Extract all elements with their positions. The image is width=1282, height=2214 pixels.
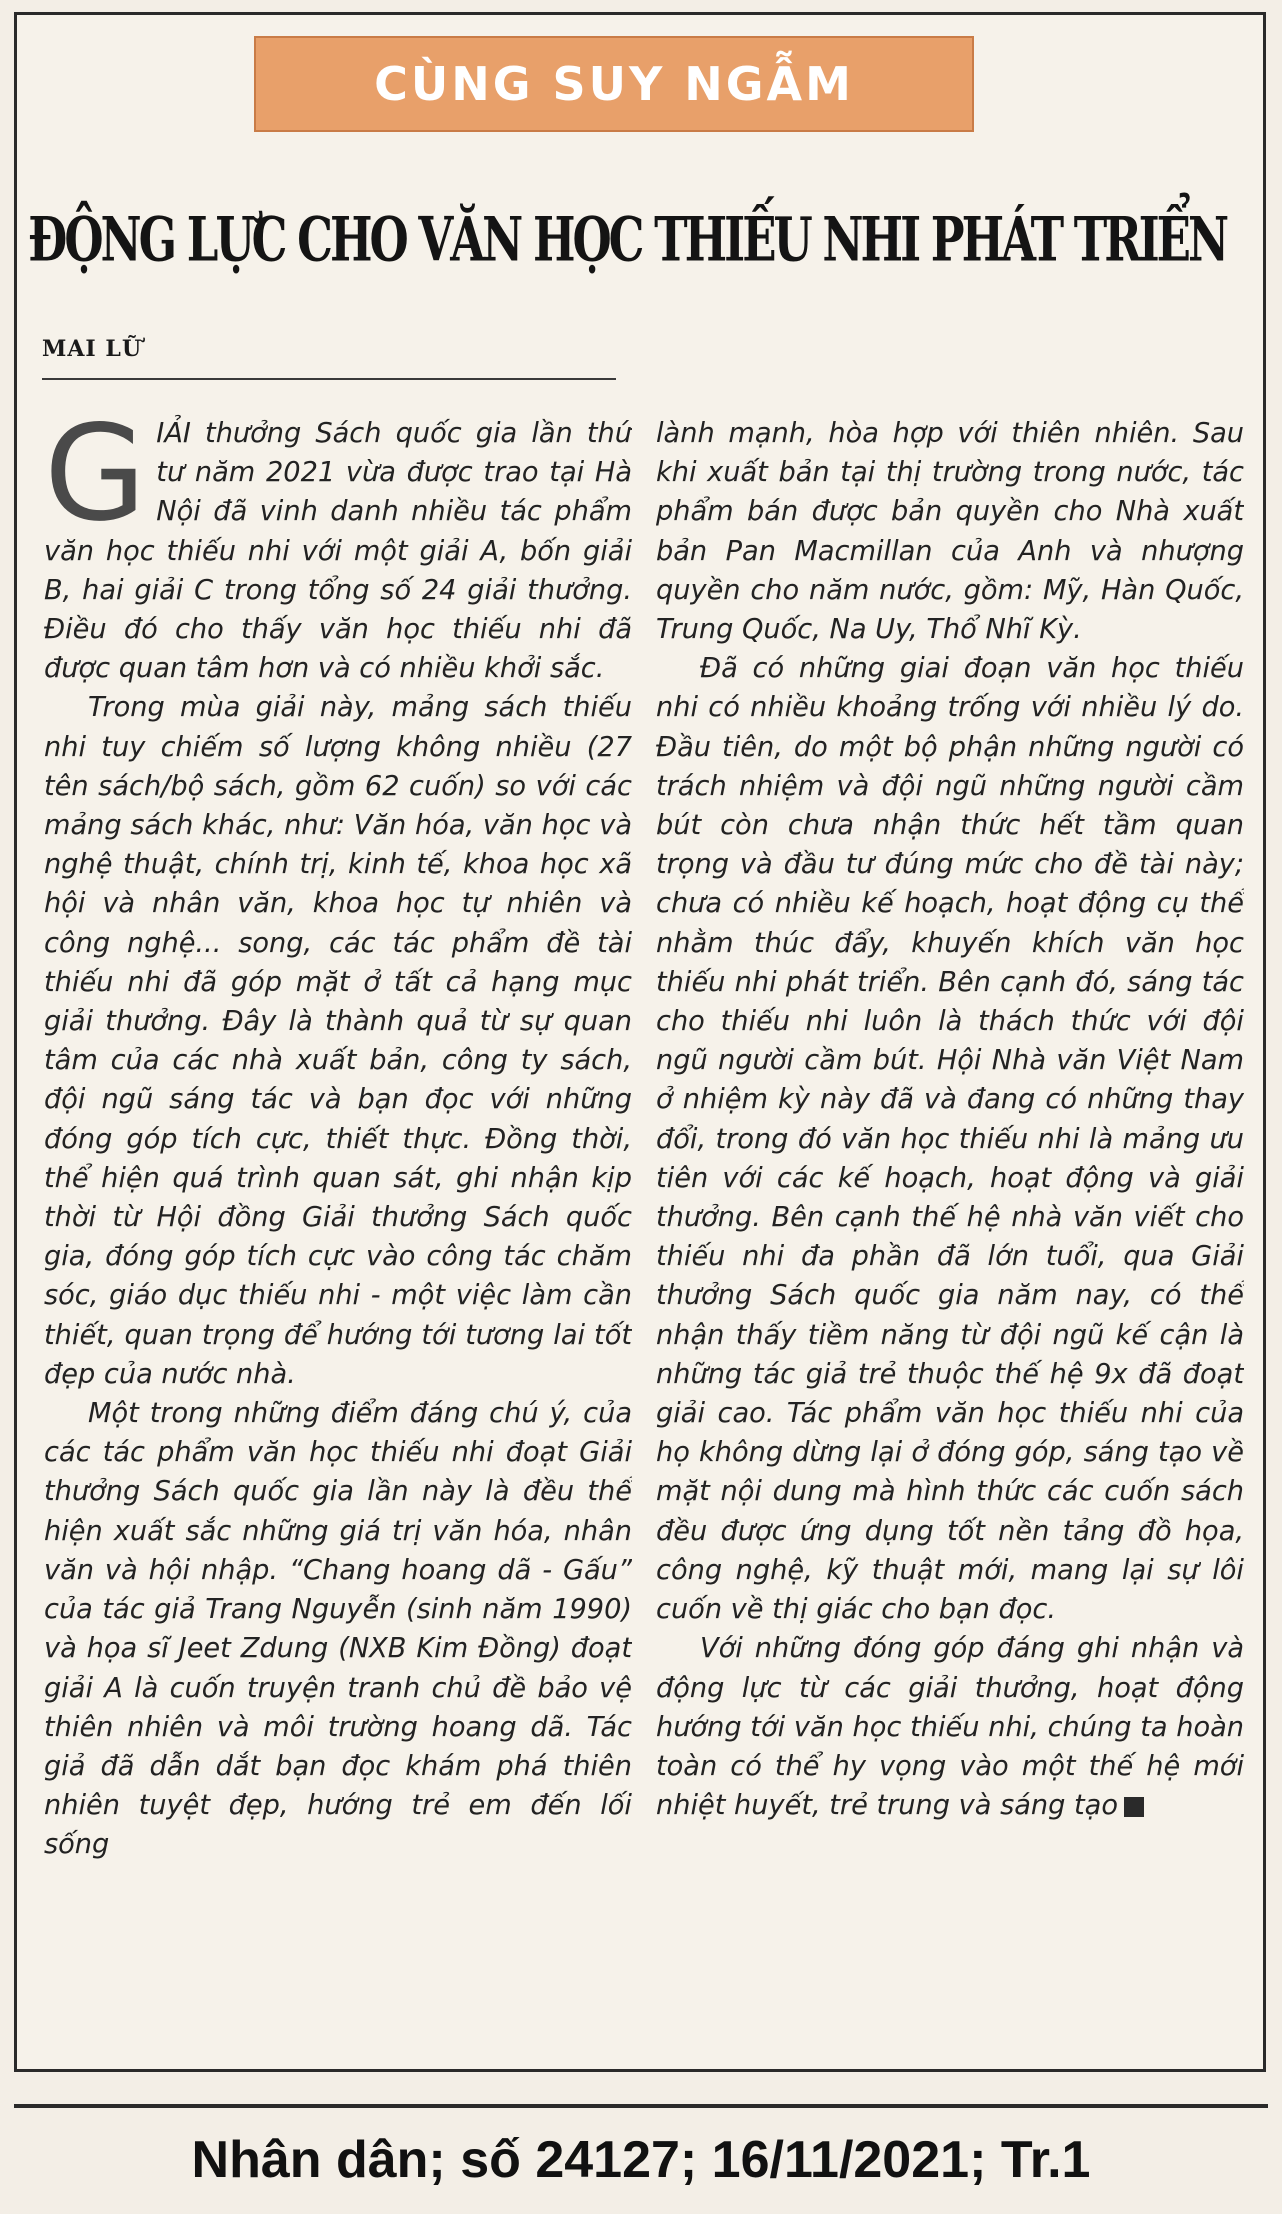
article-byline: MAI LỮ <box>42 336 143 362</box>
article-paragraph: Trong mùa giải này, mảng sách thiếu nhi tuy chiếm số lượng không nhiều (27 tên sách/bộ sách, gồm 62 cuốn) so với các mảng sách khác, như: Văn hóa, văn học và nghệ thuật, chính trị, kinh tế, khoa học xã hội và nhân văn, khoa học tự nhiên và công nghệ... song, các tác phẩm đề tài thiếu nhi đã góp mặt ở tất cả hạng mục giải thưởng. Đây là thành quả từ sự quan tâm của các nhà xuất bản, công ty sách, đội ngũ sáng tác và bạn đọc với những đóng góp tích cực, thiết thực. Đồng thời, thể hiện quá trình quan sát, ghi nhận kịp thời từ Hội đồng Giải thưởng Sách quốc gia, đóng góp tích cực vào công tác chăm sóc, giáo dục thiếu nhi - một việc làm cần thiết, quan trọng để hướng tới tương lai tốt đẹp của nước nhà. <box>44 692 632 1390</box>
article-headline: ĐỘNG LỰC CHO VĂN HỌC THIẾU NHI PHÁT TRIỂN <box>28 203 1227 276</box>
end-of-article-mark <box>1124 1797 1144 1817</box>
article-paragraph <box>44 414 632 688</box>
section-kicker-label: CÙNG SUY NGẪM <box>374 57 854 111</box>
article-paragraph: Đã có những giai đoạn văn học thiếu nhi có nhiều khoảng trống với nhiều lý do. Đầu tiên, do một bộ phận những người có trách nhiệm và đội ngũ những người cầm bút còn chưa nhận thức hết tầm quan trọng và đầu tư đúng mức cho đề tài này; chưa có nhiều kế hoạch, hoạt động cụ thể nhằm thúc đẩy, khuyến khích văn học thiếu nhi phát triển. Bên cạnh đó, sáng tác cho thiếu nhi luôn là thách thức với đội ngũ người cầm bút. Hội Nhà văn Việt Nam ở nhiệm kỳ này đã và đang có những thay đổi, trong đó văn học thiếu nhi là mảng ưu tiên với các kế hoạch, hoạt động và giải thưởng. Bên cạnh thế hệ nhà văn viết cho thiếu nhi đa phần đã lớn tuổi, qua Giải thưởng Sách quốc gia năm nay, có thể nhận thấy tiềm năng từ đội ngũ kế cận là những tác giả trẻ thuộc thế hệ 9x đã đoạt giải cao. Tác phẩm văn học thiếu nhi của họ không dừng lại ở đóng góp, sáng tạo về mặt nội dung mà hình thức các cuốn sách đều được ứng dụng tốt nền tảng đồ họa, công nghệ, kỹ thuật mới, mang lại sự lôi cuốn về thị giác cho bạn đọc. <box>656 653 1244 1626</box>
article-paragraph <box>656 1629 1244 1825</box>
paragraph-text: IẢI thưởng Sách quốc gia lần thứ tư năm 2021 vừa được trao tại Hà Nội đã vinh danh nhiều tác phẩm văn học thiếu nhi với một giải A, bốn giải B, hai giải C trong tổng số 24 giải thưởng. Điều đó cho thấy văn học thiếu nhi đã được quan tâm hơn và có nhiều khởi sắc. <box>44 418 632 685</box>
article-column-right <box>656 414 1244 2038</box>
drop-cap: G <box>44 414 147 551</box>
source-citation: Nhân dân; số 24127; 16/11/2021; Tr.1 <box>191 2131 1091 2189</box>
article-paragraph: Một trong những điểm đáng chú ý, của các tác phẩm văn học thiếu nhi đoạt Giải thưởng Sách quốc gia lần này là đều thể hiện xuất sắc những giá trị văn hóa, nhân văn và hội nhập. “Chang hoang dã - Gấu” của tác giả Trang Nguyễn (sinh năm 1990) và họa sĩ Jeet Zdung (NXB Kim Đồng) đoạt giải A là cuốn truyện tranh chủ đề bảo vệ thiên nhiên và môi trường hoang dã. Tác giả đã dẫn dắt bạn đọc khám phá thiên nhiên tuyệt đẹp, hướng trẻ em đến lối sống <box>44 1398 632 1861</box>
clipping-bottom-rule <box>14 2104 1268 2108</box>
article-column-left <box>44 414 632 2038</box>
section-kicker-banner <box>254 36 974 132</box>
paragraph-text: Với những đóng góp đáng ghi nhận và động lực từ các giải thưởng, hoạt động hướng tới văn học thiếu nhi, chúng ta hoàn toàn có thể hy vọng vào một thế hệ mới nhiệt huyết, trẻ trung và sáng tạo <box>656 1633 1244 1822</box>
article-paragraph: lành mạnh, hòa hợp với thiên nhiên. Sau khi xuất bản tại thị trường trong nước, tác phẩm bán được bản quyền cho Nhà xuất bản Pan Macmillan của Anh và nhượng quyền cho năm nước, gồm: Mỹ, Hàn Quốc, Trung Quốc, Na Uy, Thổ Nhĩ Kỳ. <box>656 418 1244 646</box>
byline-divider <box>42 378 616 380</box>
